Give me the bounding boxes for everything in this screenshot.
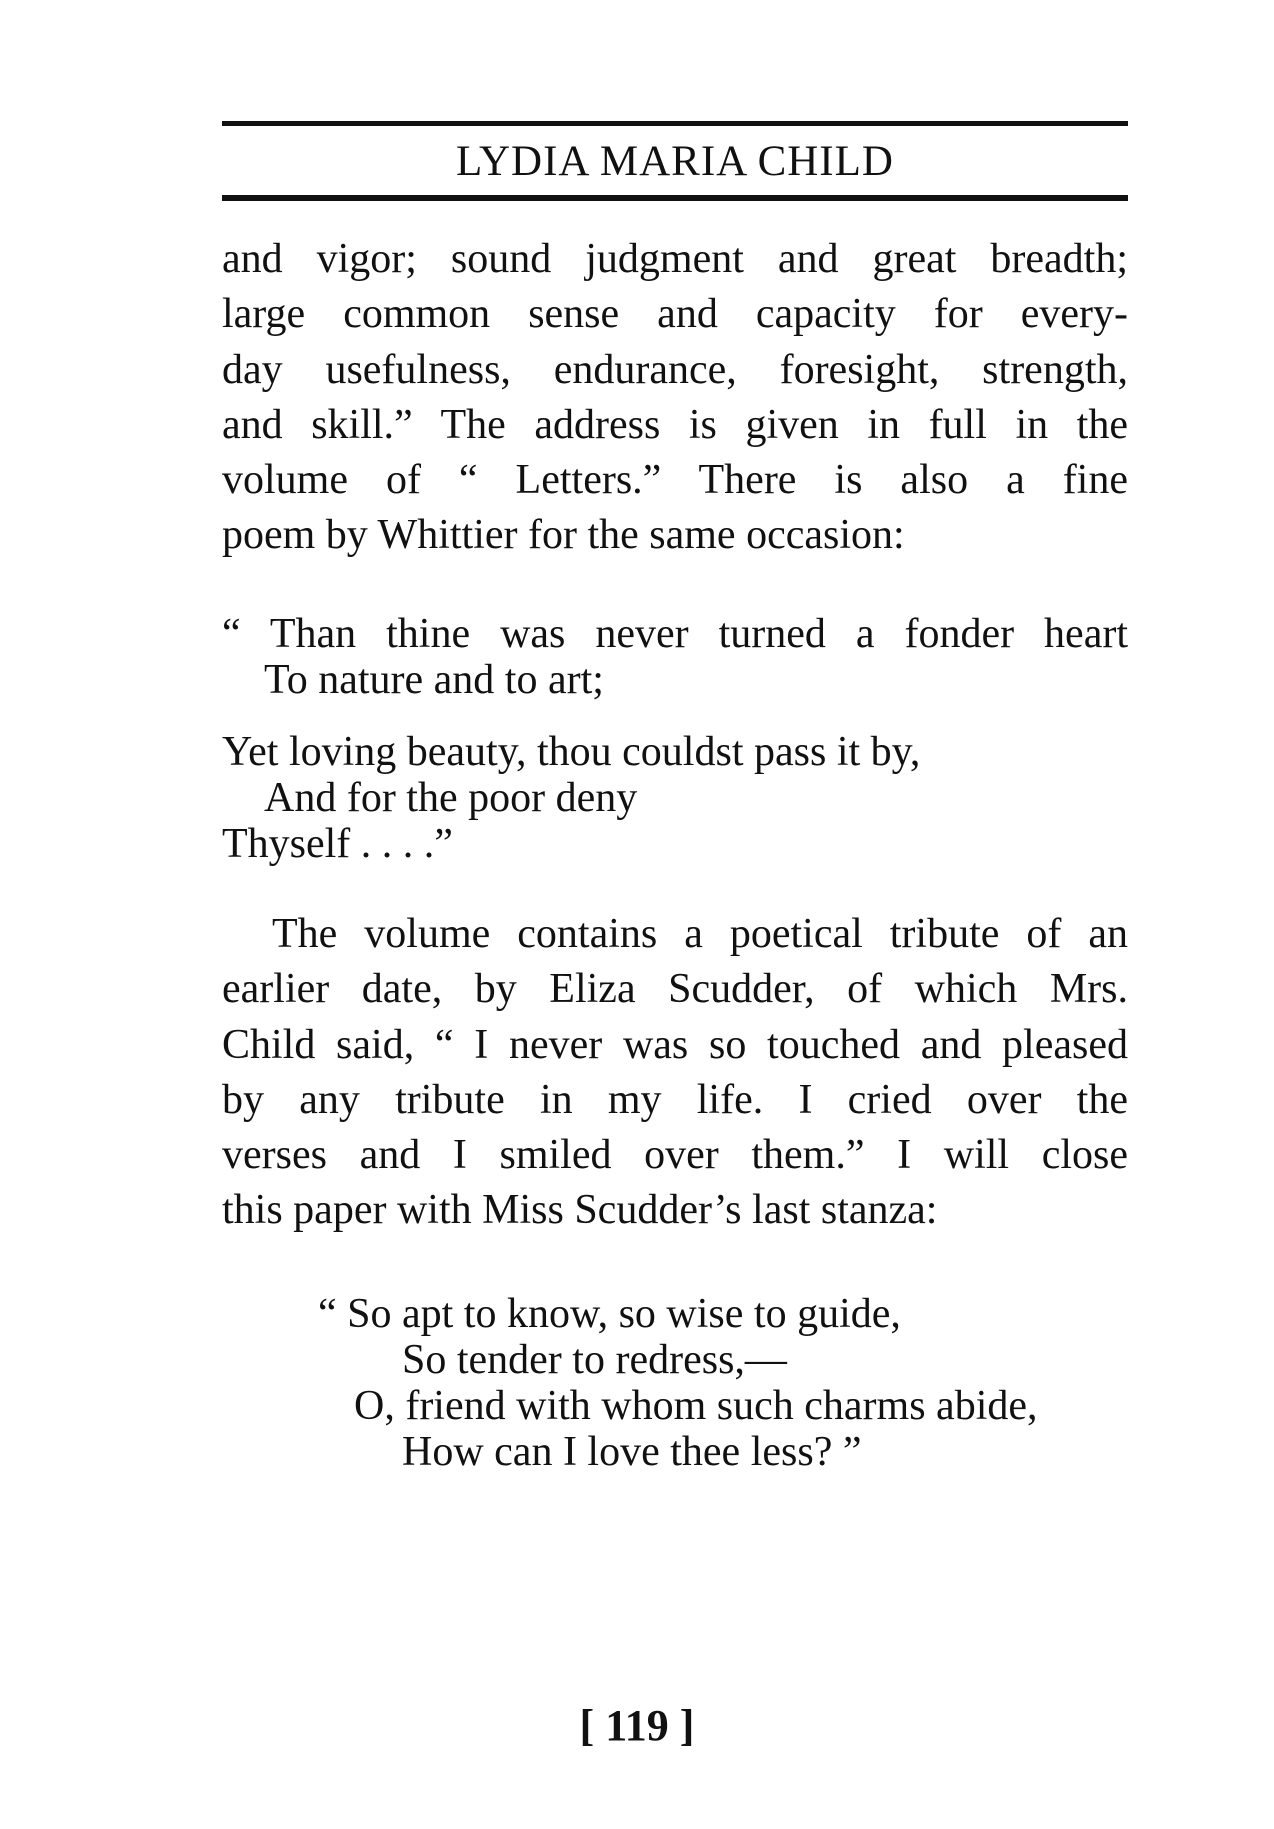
page-number: [ 119 ] xyxy=(579,1701,695,1750)
verse-line: And for the poor deny xyxy=(264,775,638,821)
paragraph-1-line: large common sense and capacity for every- xyxy=(222,291,1128,338)
whittier-verse-1 xyxy=(222,611,1128,703)
header-rule-bottom xyxy=(222,195,1128,201)
verse-line: To nature and to art; xyxy=(264,657,604,703)
paragraph-2-line: this paper with Miss Scudder’s last stanza: xyxy=(222,1187,938,1234)
paragraph-1 xyxy=(222,232,1128,564)
paragraph-1-line: volume of “ Letters.” There is also a fine xyxy=(222,457,1128,504)
running-head: LYDIA MARIA CHILD xyxy=(456,138,894,185)
verse-line: “ So apt to know, so wise to guide, xyxy=(318,1291,901,1337)
paragraph-1-line: poem by Whittier for the same occasion: xyxy=(222,512,905,559)
paragraph-2-line: The volume contains a poetical tribute of an xyxy=(272,911,1128,957)
paragraph-1-line: day usefulness, endurance, foresight, strength, xyxy=(222,346,1128,393)
paragraph-1-line: and skill.” The address is given in full in the xyxy=(222,401,1128,448)
paragraph-2-line: Child said, “ I never was so touched and pleased xyxy=(222,1021,1128,1068)
verse-line: O, friend with whom such charms abide, xyxy=(354,1383,1038,1429)
paragraph-2 xyxy=(222,907,1128,1239)
paragraph-2-line: earlier date, by Eliza Scudder, of which Mrs. xyxy=(222,966,1128,1013)
paragraph-2-line: by any tribute in my life. I cried over the xyxy=(222,1076,1128,1123)
verse-line: Yet loving beauty, thou couldst pass it by, xyxy=(222,729,921,775)
verse-line: So tender to redress,— xyxy=(402,1337,787,1383)
verse-line: “ Than thine was never turned a fonder heart xyxy=(222,611,1128,657)
header-rule-top xyxy=(222,121,1128,126)
scudder-stanza xyxy=(318,1291,1128,1475)
verse-line: How can I love thee less? ” xyxy=(402,1429,862,1475)
verse-line: Thyself . . . .” xyxy=(222,821,453,867)
paragraph-2-line: verses and I smiled over them.” I will close xyxy=(222,1132,1128,1179)
whittier-verse-2 xyxy=(222,729,1128,867)
paragraph-1-line: and vigor; sound judgment and great breadth; xyxy=(222,236,1128,282)
